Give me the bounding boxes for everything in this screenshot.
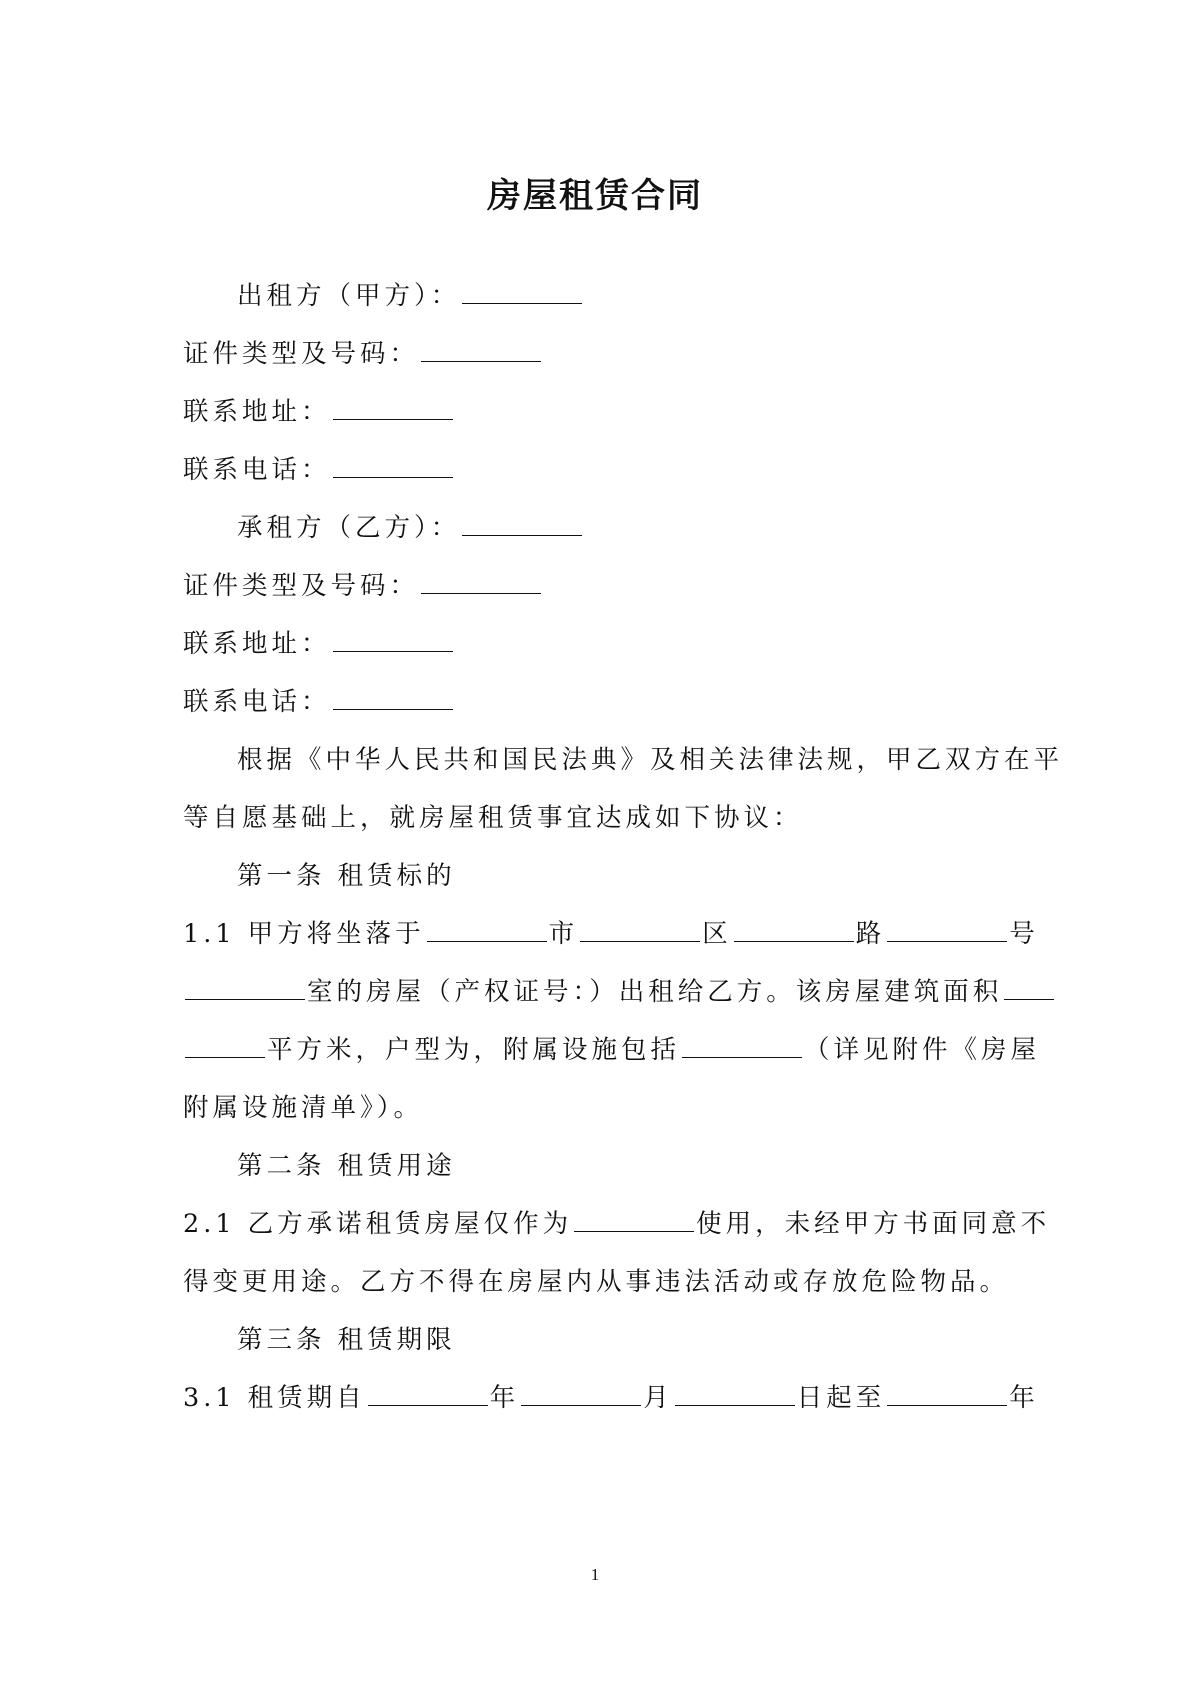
text-segment: （详见附件《房屋 bbox=[804, 1035, 1041, 1065]
lessor-address-line bbox=[183, 394, 1013, 430]
lessor-phone-label: 联系电话： bbox=[183, 455, 331, 485]
article-2-line-1 bbox=[183, 1206, 1051, 1242]
article-2-line-2: 得变更用途。乙方不得在房屋内从事违法活动或存放危险物品。 bbox=[183, 1267, 1010, 1297]
lessor-phone-line bbox=[183, 452, 1013, 488]
article-1-heading: 第一条 租赁标的 bbox=[237, 861, 456, 891]
start-year-blank bbox=[368, 1383, 488, 1406]
lessee-id-blank bbox=[421, 571, 541, 594]
lessor-blank bbox=[462, 281, 582, 304]
text-segment: 平方米，户型为，附属设施包括 bbox=[267, 1035, 681, 1065]
article-1-line-3 bbox=[183, 1032, 1041, 1068]
lessor-line bbox=[183, 278, 1067, 314]
article-3-heading: 第三条 租赁期限 bbox=[237, 1325, 456, 1355]
article-1-line-4: 附属设施清单》）。 bbox=[183, 1093, 424, 1123]
article-1-line-2 bbox=[183, 974, 1013, 1010]
text-segment: 市 bbox=[548, 919, 579, 949]
lessee-blank bbox=[462, 513, 582, 536]
lessee-phone-blank bbox=[333, 687, 453, 710]
lessee-line bbox=[183, 510, 1067, 546]
lessee-id-label: 证件类型及号码： bbox=[183, 571, 420, 601]
lessor-phone-blank bbox=[333, 455, 453, 478]
preamble-line-1: 根据《中华人民共和国民法典》及相关法律法规，甲乙双方在平 bbox=[237, 745, 1064, 775]
preamble-line-2: 等自愿基础上，就房屋租赁事宜达成如下协议： bbox=[183, 803, 803, 833]
number-blank bbox=[887, 919, 1007, 942]
start-month-blank bbox=[521, 1383, 641, 1406]
text-segment: 月 bbox=[643, 1383, 673, 1413]
lessee-address-line bbox=[183, 626, 1013, 662]
text-segment: 号 bbox=[1009, 919, 1039, 949]
lessor-id-line bbox=[183, 336, 1013, 372]
text-segment: 年 bbox=[1009, 1383, 1039, 1413]
usage-blank bbox=[574, 1209, 694, 1232]
lessee-id-line bbox=[183, 568, 1013, 604]
room-blank bbox=[185, 977, 305, 1000]
city-blank bbox=[427, 919, 547, 942]
text-segment: 路 bbox=[855, 919, 886, 949]
article-2-heading: 第二条 租赁用途 bbox=[237, 1151, 456, 1181]
area-blank-end bbox=[185, 1035, 265, 1058]
lessee-label: 承租方（乙方）： bbox=[237, 513, 461, 543]
text-segment: 年 bbox=[489, 1383, 520, 1413]
lessee-address-blank bbox=[333, 629, 453, 652]
facilities-blank bbox=[682, 1035, 802, 1058]
district-blank bbox=[580, 919, 700, 942]
lessor-label: 出租方（甲方）： bbox=[237, 281, 461, 311]
lessor-id-label: 证件类型及号码： bbox=[183, 339, 420, 369]
lessee-phone-line bbox=[183, 684, 1013, 720]
text-segment: 2.1 乙方承诺租赁房屋仅作为 bbox=[183, 1209, 573, 1239]
lessee-phone-label: 联系电话： bbox=[183, 687, 331, 717]
document-title: 房屋租赁合同 bbox=[487, 176, 703, 216]
page-number: 1 bbox=[590, 1565, 600, 1584]
lessor-address-blank bbox=[333, 397, 453, 420]
article-3-line-1 bbox=[183, 1380, 1039, 1416]
article-1-line-1 bbox=[183, 916, 1039, 952]
lessor-id-blank bbox=[421, 339, 541, 362]
lessee-address-label: 联系地址： bbox=[183, 629, 331, 659]
text-segment: 3.1 租赁期自 bbox=[183, 1383, 366, 1413]
text-segment: 日起至 bbox=[796, 1383, 886, 1413]
end-year-blank bbox=[887, 1383, 1007, 1406]
road-blank bbox=[734, 919, 854, 942]
start-day-blank bbox=[675, 1383, 795, 1406]
text-segment: 使用，未经甲方书面同意不 bbox=[696, 1209, 1051, 1239]
text-segment: 室的房屋（产权证号：）出租给乙方。该房屋建筑面积 bbox=[307, 977, 1003, 1007]
area-blank-start bbox=[1004, 977, 1054, 1000]
lessor-address-label: 联系地址： bbox=[183, 397, 331, 427]
text-segment: 1.1 甲方将坐落于 bbox=[183, 919, 425, 949]
text-segment: 区 bbox=[702, 919, 732, 949]
